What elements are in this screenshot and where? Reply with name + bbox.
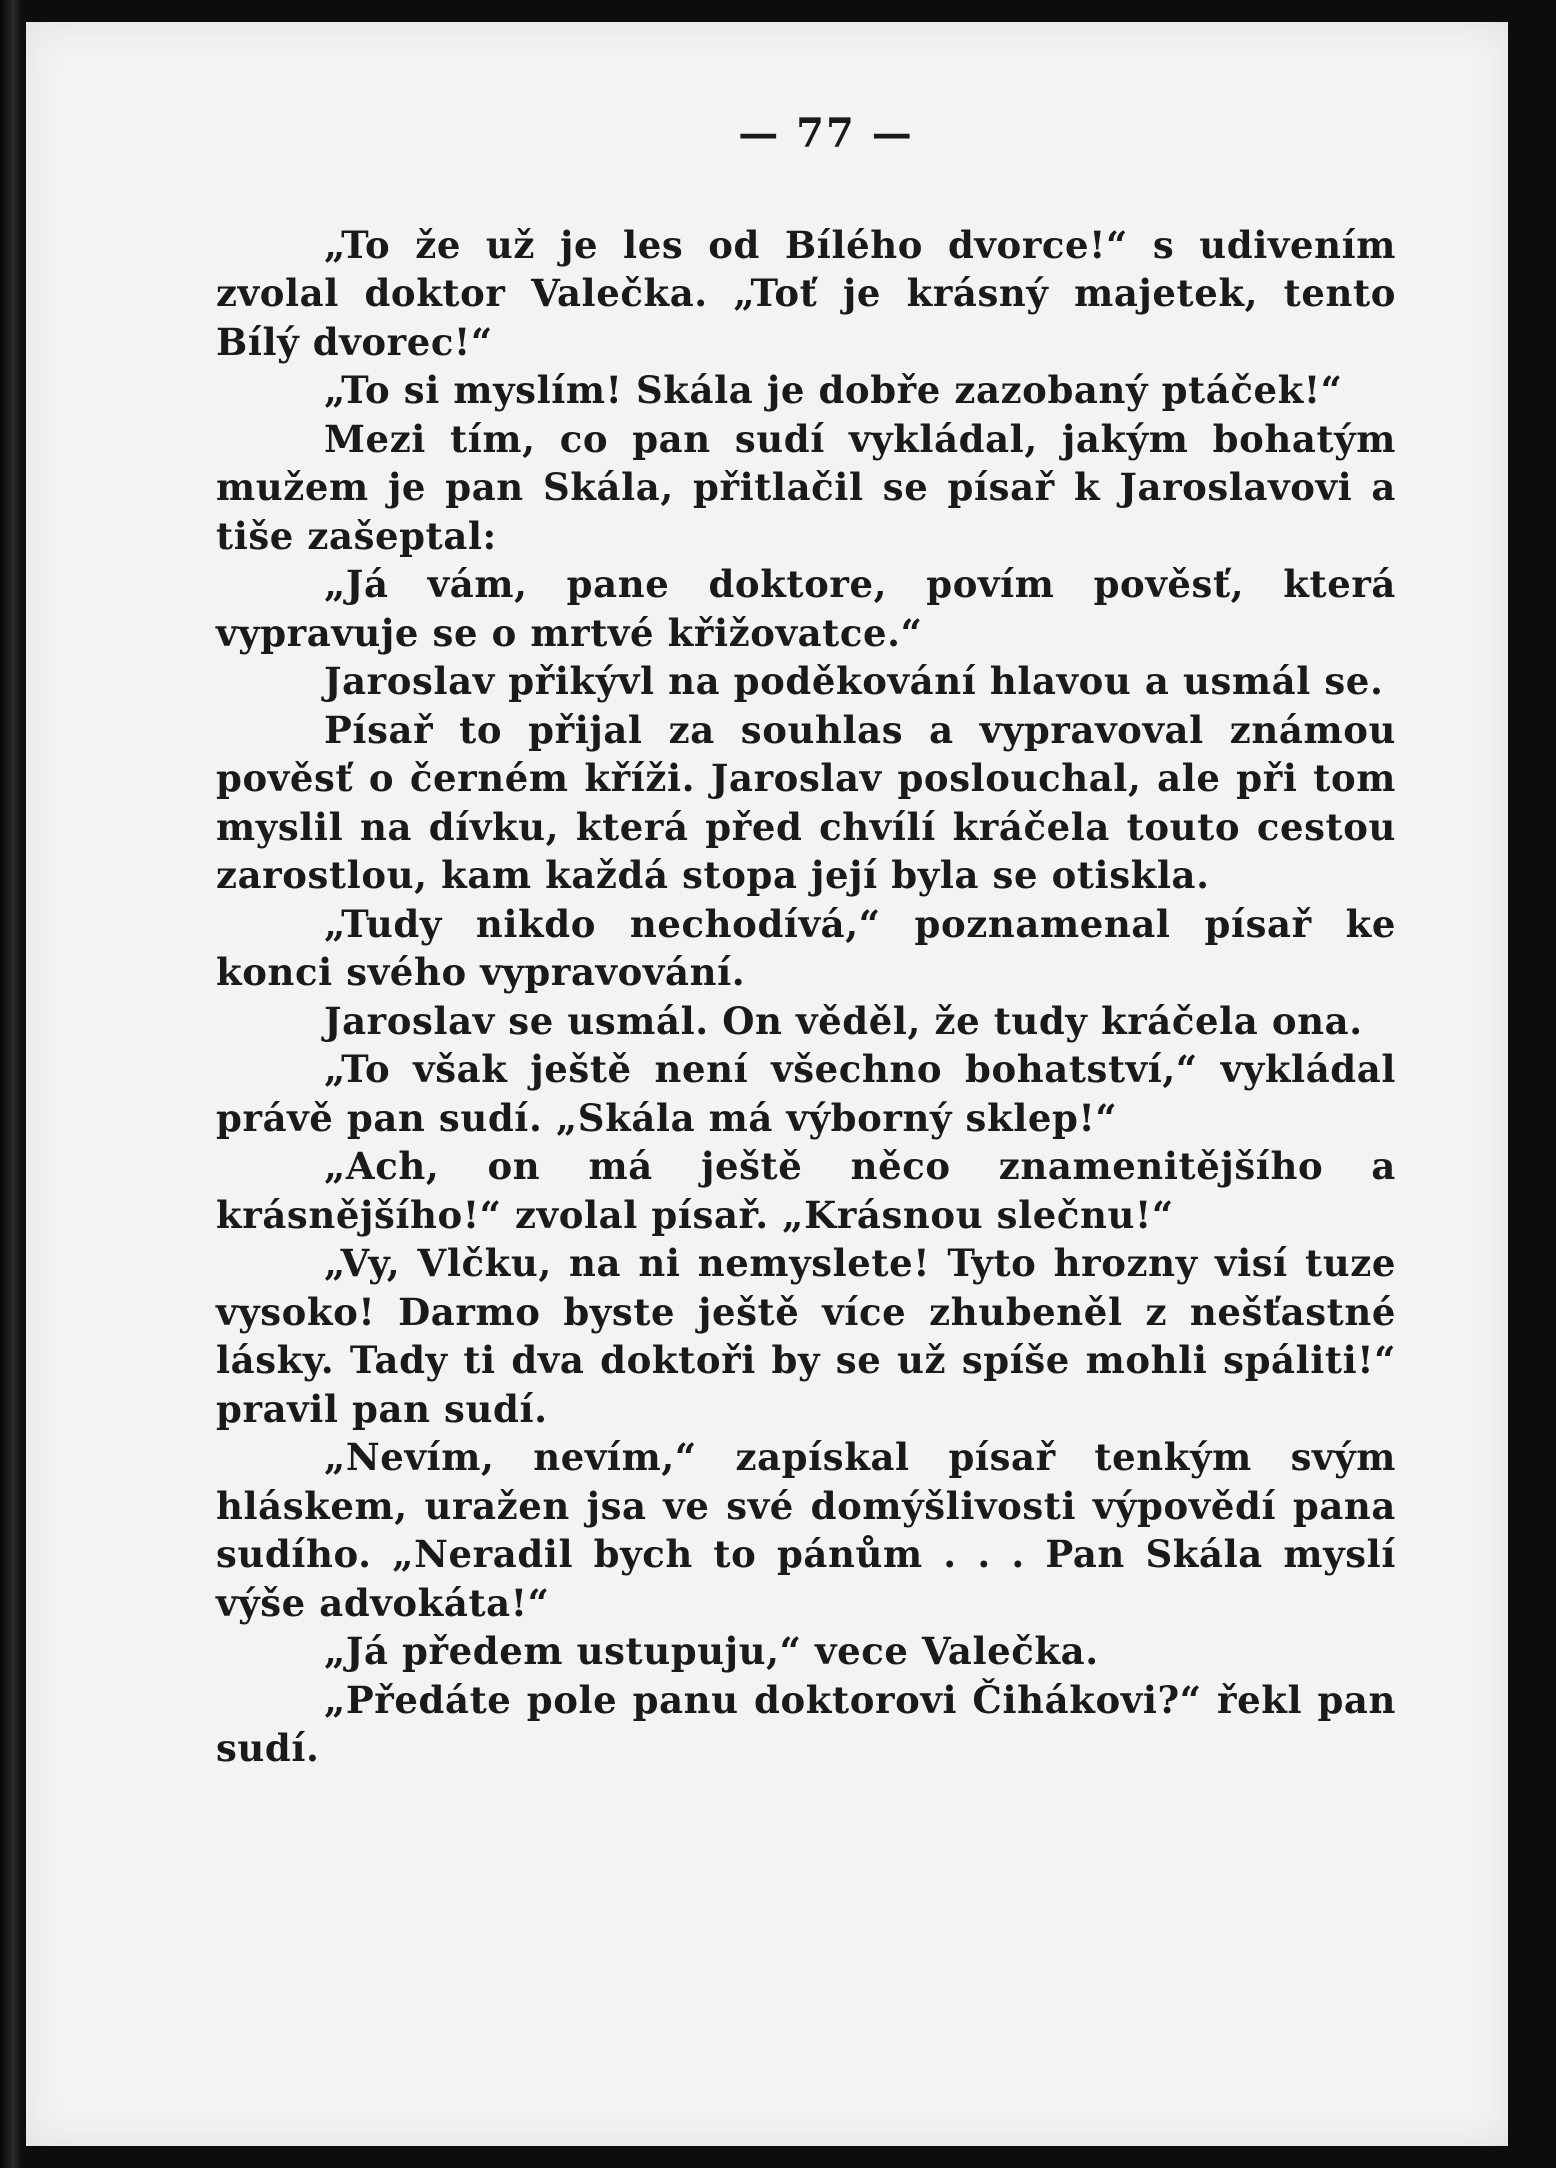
book-spine-edge — [0, 0, 22, 2168]
page-number: — 77 — — [738, 110, 914, 157]
paragraph: „Já předem ustupuju,“ vece Valečka. — [324, 1629, 1099, 1673]
paragraph: „Nevím, nevím,“ zapískal písař tenkým svým hláskem, uražen jsa ve své domýšlivosti výpovědí pana sudího. „Neradil bych to pánům . . . Pan Skála myslí výše advokáta!“ — [216, 1435, 1396, 1625]
paragraph: Písař to přijal za souhlas a vypravoval známou pověsť o černém kříži. Jaroslav poslouchal, ale při tom myslil na dívku, která před chvílí kráčela touto cestou zarostlou, kam každá stopa její byla se otiskla. — [216, 707, 1396, 897]
page-text-block — [216, 110, 1396, 1773]
paragraph: Jaroslav se usmál. On věděl, že tudy kráčela ona. — [324, 998, 1363, 1043]
paragraph: Mezi tím, co pan sudí vykládal, jakým bohatým mužem je pan Skála, přitlačil se písař k Jaroslavovi a tiše zašeptal: — [216, 416, 1396, 558]
paragraph: „Já vám, pane doktore, povím pověsť, která vypravuje se o mrtvé křižovatce.“ — [216, 562, 1396, 655]
paragraph: „Tudy nikdo nechodívá,“ poznamenal písař ke konci svého vypravování. — [216, 901, 1396, 994]
paragraph: „To však ještě není všechno bohatství,“ vykládal právě pan sudí. „Skála má výborný sklep!“ — [216, 1047, 1396, 1140]
paragraph: „Předáte pole panu doktorovi Čihákovi?“ řekl pan sudí. — [216, 1677, 1396, 1770]
paragraph: „To si myslím! Skála je dobře zazobaný ptáček!“ — [324, 368, 1343, 412]
paragraph: Jaroslav přikývl na poděkování hlavou a usmál se. — [324, 659, 1384, 703]
paragraph: „Ach, on má ještě něco znamenitějšího a krásnějšího!“ zvolal písař. „Krásnou slečnu!“ — [216, 1144, 1396, 1237]
paragraph: „To že už je les od Bílého dvorce!“ s udivením zvolal doktor Valečka. „Toť je krásný majetek, tento Bílý dvorec!“ — [216, 222, 1396, 364]
paragraph: „Vy, Vlčku, na ni nemyslete! Tyto hrozny visí tuze vysoko! Darmo byste ještě více zhubeněl z nešťastné lásky. Tady ti dva doktoři by se už spíše mohli spáliti!“ pravil pan sudí. — [216, 1241, 1396, 1431]
